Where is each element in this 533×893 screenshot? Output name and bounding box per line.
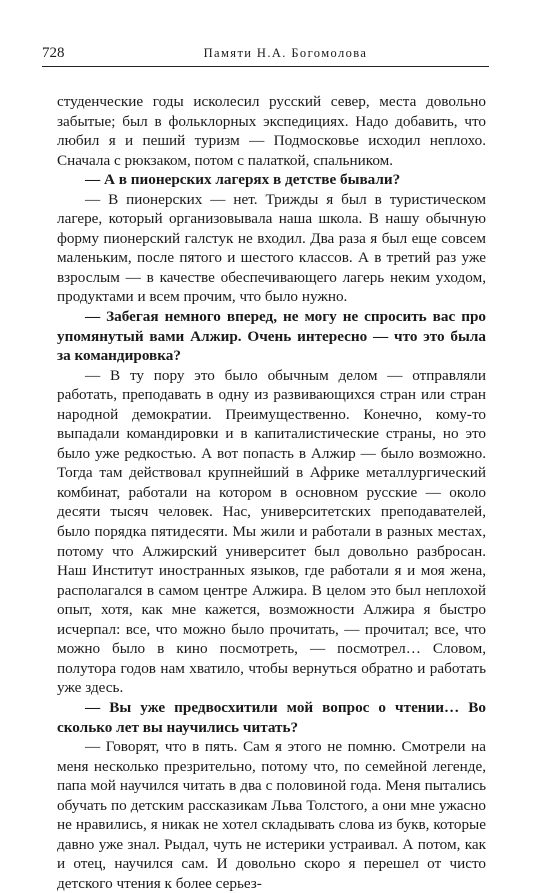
- running-header: [42, 44, 489, 67]
- answer-reading: — Говорят, что в пять. Сам я этого не помню. Смотрели на меня несколько презрительно, потому что, по семейной легенде, папа мой научился читать в два с половиной года. Меня пытались обучать по детским рассказикам Льва Толстого, а они мне ужасно не нравились, я никак не хотел складывать слова из букв, которые давно уже знал. Рыдал, чуть не истерики устраивал. А потом, как и отец, научился сам. И довольно скоро я перешел от чисто детского чтения к более серьез-: [57, 738, 486, 892]
- interview-text: [57, 92, 486, 893]
- question-algeria: — Забегая немного вперед, не могу не спросить вас про упомянутый вами Алжир. Очень интересно — что это была за командировка?: [57, 308, 486, 365]
- page-number: 728: [42, 45, 65, 61]
- question-reading: — Вы уже предвосхитили мой вопрос о чтении… Во сколько лет вы научились читать?: [57, 698, 486, 736]
- paragraph-continuation: студенческие годы исколесил русский север, места довольно забытые; был в фольклорных экспедициях. Надо добавить, что любил я и пеший туризм — Подмосковье исходил неплохо. Сначала с рюкзаком, потом с палаткой, спальником.: [57, 93, 486, 169]
- answer-pioneer-camps: — В пионерских — нет. Трижды я был в туристическом лагере, который организовывала наша школа. В нашу обычную форму пионерский галстук не входил. Два раза я был еще совсем маленьким, после пятого и шестого классов. А в третий раз уже взрослым — в качестве обеспечивающего лагерь неким уходом, продуктами и всем прочим, что было нужно.: [57, 190, 486, 306]
- answer-algeria: — В ту пору это было обычным делом — отправляли работать, преподавать в одну из развивающихся стран или стран народной демократии. Преимущественно. Конечно, кому-то выпадали командировки и в капиталистические страны, но это было уже редкостью. А вот попасть в Алжир — было возможно. Тогда там действовал крупнейший в Африке металлургический комбинат, работали на котором в основном русские — около десяти тысяч человек. Нас, университетских преподавателей, было порядка пятидесяти. Мы жили и работали в разных местах, потому что Алжирский университет был довольно разбросан. Наш Институт иностранных языков, где работали я и моя жена, располагался в самом центре Алжира. В целом это был неплохой опыт, хотя, как мне кажется, возможности Алжира я быстро исчерпал: все, что можно было прочитать, — прочитал; все, что можно было в кино посмотреть, — посмотрел… Словом, полутора годов нам хватило, чтобы вернуться обратно и работать уже здесь.: [57, 366, 486, 697]
- running-title: Памяти Н.А. Богомолова: [203, 46, 368, 60]
- question-pioneer-camps: — А в пионерских лагерях в детстве бывали?: [85, 171, 401, 189]
